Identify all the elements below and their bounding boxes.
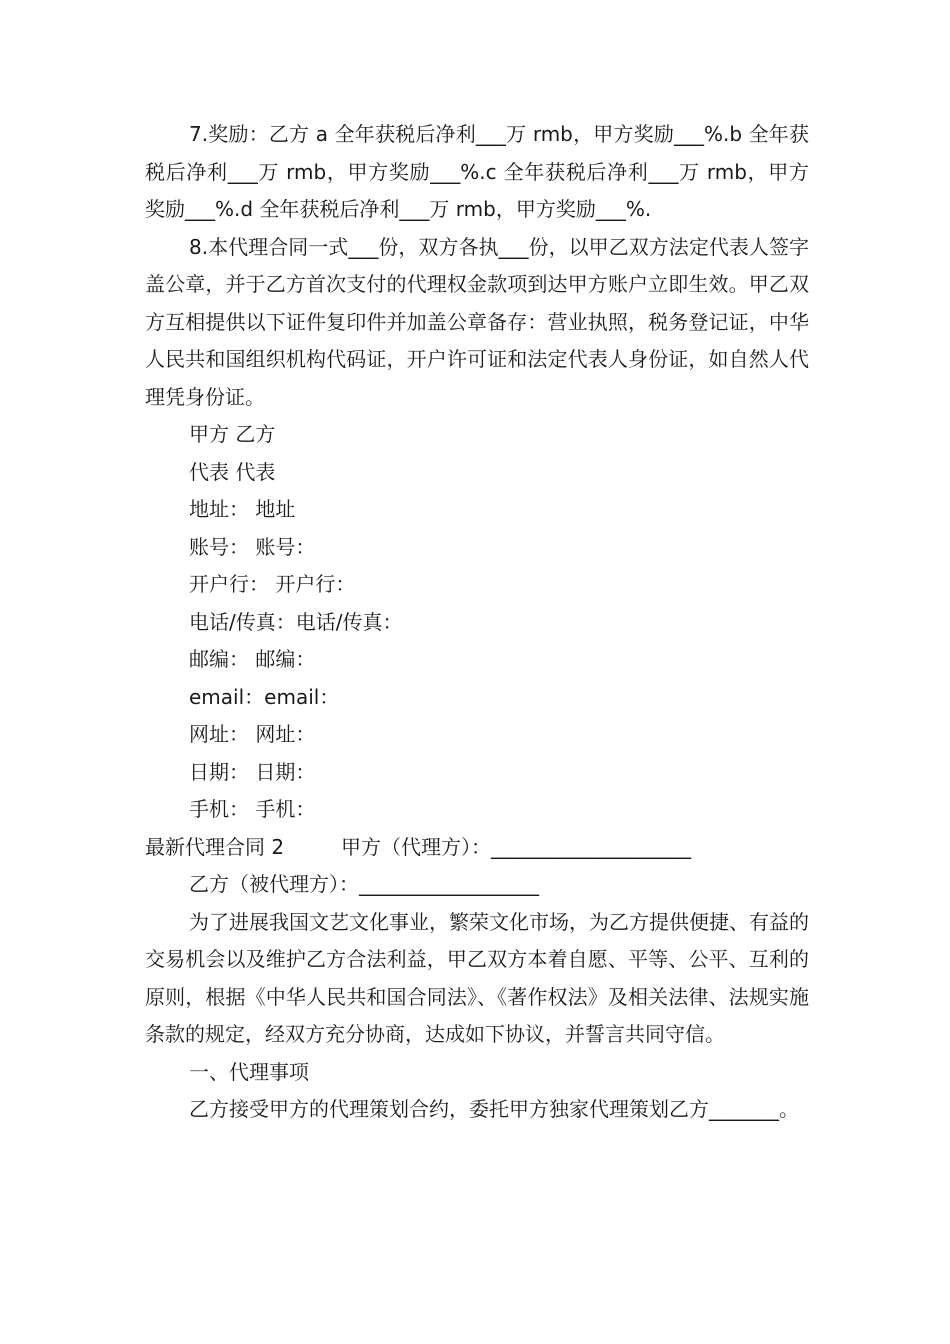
signature-block (145, 416, 809, 829)
signature-line-parties: 甲方 乙方 (189, 422, 276, 446)
contract-2-intro: 为了进展我国文艺文化事业，繁荣文化市场，为乙方提供便捷、有益的交易机会以及维护乙方合法利益，甲乙双方本着自愿、平等、公平、互利的原则，根据《中华人民共和国合同法》、《著作权法》及相关法律、法规实施条款的规定，经双方充分协商，达成如下协议，并誓言共同守信。 (145, 909, 809, 1046)
clause-7-reward: 7.奖励：乙方 a 全年获税后净利___万 rmb，甲方奖励___%.b 全年获税后净利___万 rmb，甲方奖励___%.c 全年获税后净利___万 rmb，甲方奖励___%.d 全年获税后净利___万 rmb，甲方奖励___%. (145, 122, 809, 221)
signature-line-mobile: 手机： 手机： (189, 797, 316, 821)
signature-line-representative: 代表 代表 (189, 459, 276, 484)
contract-2-heading-row (145, 829, 809, 867)
signature-line-email: email：email： (189, 684, 340, 709)
party-b-line: 乙方（被代理方）：__________________ (189, 872, 539, 896)
signature-line-account: 账号： 账号： (189, 534, 316, 559)
clause-8-copies: 8.本代理合同一式___份，双方各执___份，以甲乙双方法定代表人签字盖公章，并于乙方首次支付的代理权金款项到达甲方账户立即生效。甲乙双方互相提供以下证件复印件并加盖公章备存：营业执照，税务登记证，中华人民共和国组织机构代码证，开户许可证和法定代表人身份证，如自然人代理凭身份证。 (145, 234, 809, 409)
section-1-body: 乙方接受甲方的代理策划合约，委托甲方独家代理策划乙方_______。 (189, 1097, 799, 1121)
signature-line-postcode: 邮编： 邮编： (189, 647, 316, 671)
signature-line-bank: 开户行： 开户行： (189, 572, 356, 596)
signature-line-date: 日期： 日期： (189, 759, 316, 784)
signature-line-phone-fax: 电话/传真：电话/传真： (189, 609, 403, 634)
signature-line-address: 地址： 地址 (189, 497, 296, 521)
signature-line-website: 网址： 网址： (189, 722, 316, 746)
party-a-line: 甲方（代理方）：____________________ (341, 834, 691, 859)
contract-2-title: 最新代理合同 2 (145, 834, 285, 859)
section-1-title: 一、代理事项 (189, 1059, 309, 1084)
document-page (145, 116, 809, 1129)
